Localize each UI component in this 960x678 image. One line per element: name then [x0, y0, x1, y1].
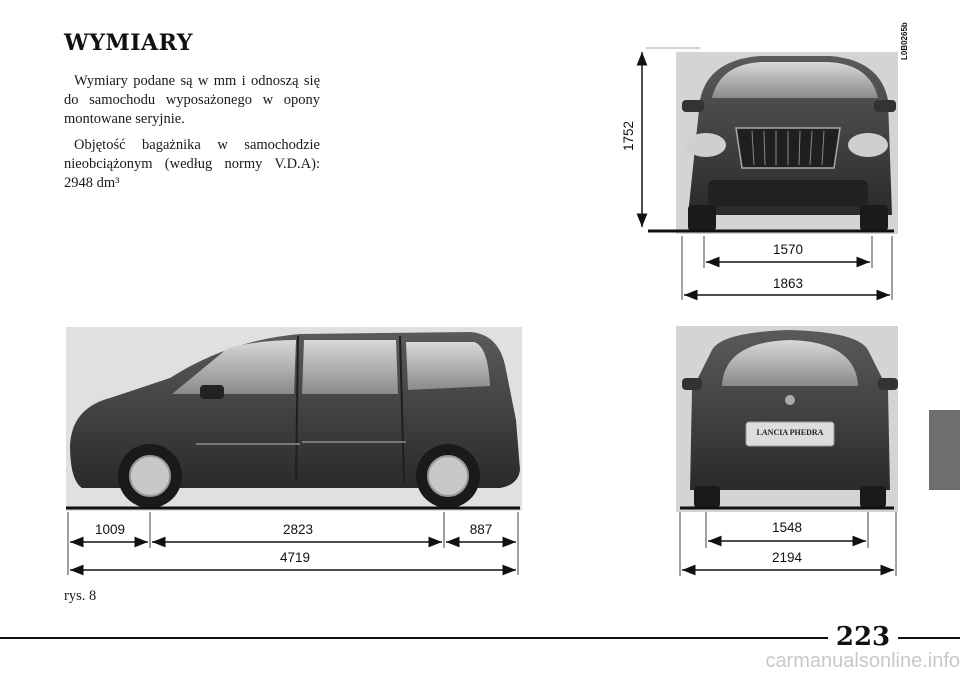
- front-view: [642, 48, 898, 300]
- front-track-label: 1570: [772, 242, 804, 257]
- front-bumper-intake: [708, 180, 868, 206]
- middle-side-window: [302, 340, 398, 394]
- rear-right-tire: [860, 486, 886, 508]
- right-mirror: [874, 100, 896, 112]
- height-label: 1752: [621, 120, 636, 152]
- left-headlight: [686, 133, 726, 157]
- rear-badge: [785, 395, 795, 405]
- overall-length-label: 4719: [279, 550, 311, 565]
- side-mirror: [200, 385, 224, 399]
- front-left-tire: [688, 205, 716, 231]
- rear-left-mirror: [682, 378, 702, 390]
- width-mirrors-label: 2194: [771, 550, 803, 565]
- rear-track-label: 1548: [771, 520, 803, 535]
- trunk-volume-paragraph: Objętość bagażnika w samochodzie nieobciążonym (według normy V.D.A): 2948 dm³: [64, 137, 320, 191]
- watermark-text: carmanualsonline.info: [765, 650, 960, 672]
- wheelbase-label: 2823: [282, 522, 314, 537]
- figure-caption: rys. 8: [64, 588, 97, 604]
- front-windshield: [712, 62, 878, 98]
- figure-code: L0B0265b: [900, 22, 909, 60]
- overall-width-label: 1863: [772, 276, 804, 291]
- rear-overhang-label: 887: [469, 522, 493, 537]
- rear-right-mirror: [878, 378, 898, 390]
- left-mirror: [682, 100, 704, 112]
- rear-view: [676, 326, 898, 576]
- front-overhang-label: 1009: [94, 522, 126, 537]
- front-right-tire: [860, 205, 888, 231]
- intro-paragraph: Wymiary podane są w mm i odnoszą się do samochodu wyposażonego w opony montowane seryjnie.: [64, 73, 320, 127]
- right-headlight: [848, 133, 888, 157]
- rear-left-tire: [694, 486, 720, 508]
- page-number: 223: [828, 622, 898, 652]
- side-view: [66, 327, 522, 575]
- rear-side-window: [406, 342, 490, 390]
- chapter-tab: [929, 410, 960, 490]
- license-plate-text: LANCIA PHEDRA: [756, 428, 824, 437]
- page-title: WYMIARY: [64, 30, 193, 56]
